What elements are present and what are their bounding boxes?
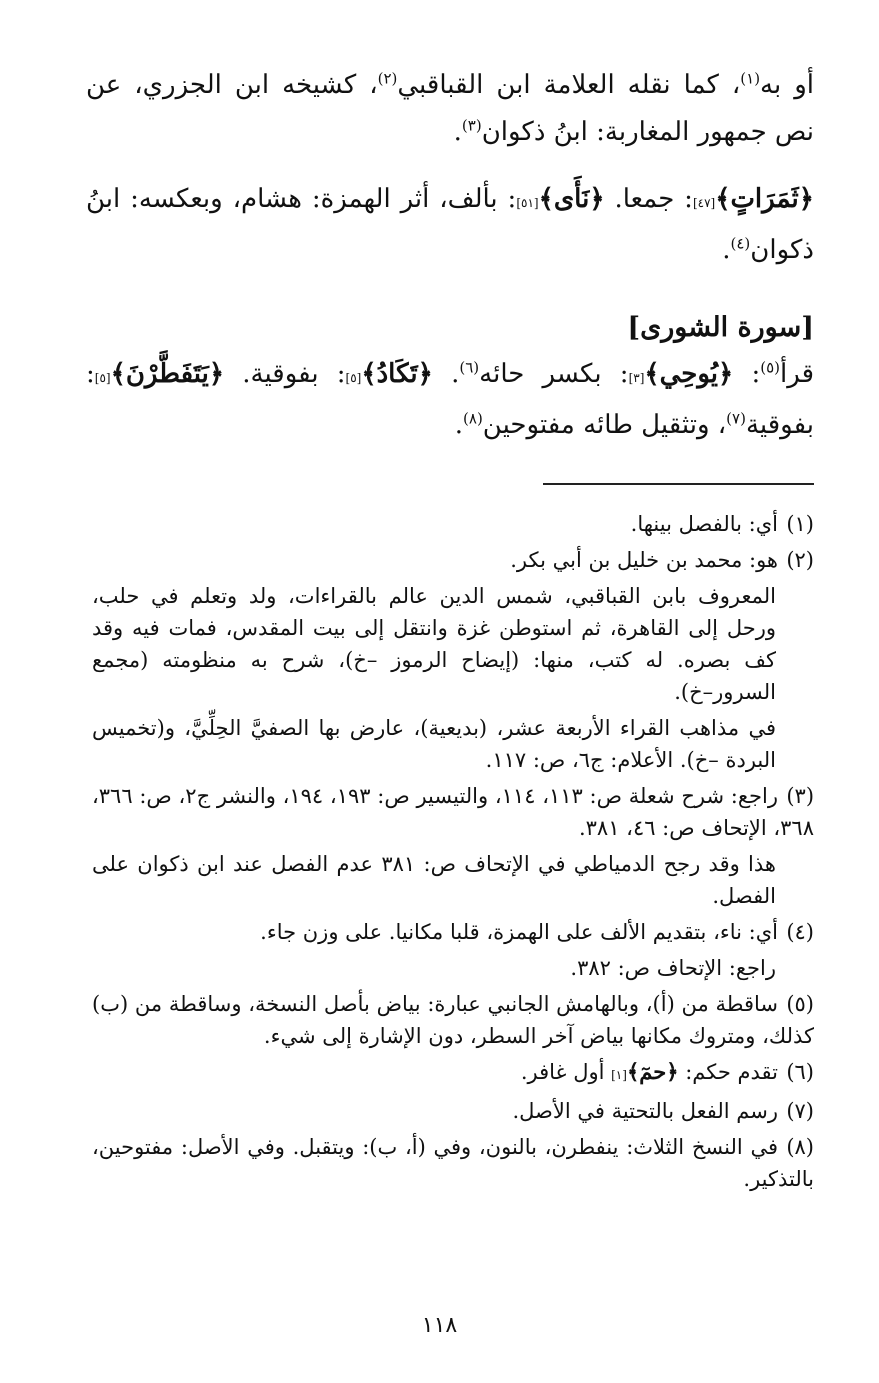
footnote-number: (٤) bbox=[786, 920, 814, 944]
footnote-5 bbox=[92, 988, 814, 1052]
footnote-number: (١) bbox=[786, 512, 814, 536]
footnote-7 bbox=[92, 1095, 814, 1127]
paragraph-2 bbox=[86, 176, 814, 274]
footnote-ref[interactable]: (٤) bbox=[730, 234, 751, 253]
verse-ref: [٤٧] bbox=[692, 196, 716, 210]
footnote-number: (٥) bbox=[786, 992, 814, 1016]
footnote-divider bbox=[543, 483, 814, 485]
footnote-text: هو: محمد بن خليل بن أبي بكر. bbox=[510, 548, 778, 572]
text: : بفوقية bbox=[86, 359, 814, 440]
footnote-2-continuation: المعروف بابن القباقبي، شمس الدين عالم بالقراءات، ولد وتعلم في حلب، ورحل إلى القاهرة، ثم استوطن غزة وانتقل إلى بيت المقدس، فمات فيه وقد كف بصره. له كتب، منها: (إيضاح الرموز –خ)، شرح به منظومته (مجمع السرور–خ). bbox=[92, 584, 776, 704]
footnote-text: في النسخ الثلاث: ينفطرن، بالنون، وفي (أ، ب): ويتقبل. وفي الأصل: مفتوحين، بالتذكير. bbox=[92, 1135, 814, 1191]
footnote-8 bbox=[92, 1131, 814, 1195]
text: . bbox=[432, 359, 460, 389]
footnote-6 bbox=[92, 1056, 814, 1091]
text: قرأ bbox=[780, 359, 815, 389]
footnote-text: رسم الفعل بالتحتية في الأصل. bbox=[512, 1099, 778, 1123]
text: . bbox=[722, 235, 731, 265]
footnote-ref[interactable]: (٦) bbox=[459, 358, 480, 377]
footnote-2-continuation: في مذاهب القراء الأربعة عشر، (بديعية)، عارض بها الصفيَّ الحِلِّيَّ، و(تخميس البردة –خ). الأعلام: ج٦، ص: ١١٧. bbox=[92, 716, 776, 772]
footnote-ref[interactable]: (٣) bbox=[461, 116, 482, 135]
footnote-number: (٨) bbox=[786, 1135, 814, 1159]
footnote-4 bbox=[92, 916, 814, 948]
text: : بكسر حائه bbox=[479, 359, 629, 389]
footnote-ref[interactable]: (٥) bbox=[760, 358, 781, 377]
text: أو به bbox=[760, 70, 814, 100]
footnote-3-continuation: هذا وقد رجح الدمياطي في الإتحاف ص: ٣٨١ عدم الفصل عند ابن ذكوان على الفصل. bbox=[92, 852, 776, 908]
quran-word: ﴿يَتَفَطَّرْنَ﴾ bbox=[110, 359, 225, 389]
footnote-ref[interactable]: (٧) bbox=[726, 409, 746, 428]
verse-ref: [١] bbox=[611, 1068, 627, 1082]
footnote-number: (٧) bbox=[786, 1099, 814, 1123]
footnote-ref[interactable]: (٢) bbox=[377, 69, 398, 88]
verse-ref: [٥] bbox=[94, 371, 111, 385]
verse-ref: [٥١] bbox=[516, 196, 539, 210]
footnote-text: ساقطة من (أ)، وبالهامش الجانبي عبارة: بياض بأصل النسخة، وساقطة من (ب) كذلك، ومتروك مكانها بياض آخر السطر، دون الإشارة إلى شيء. bbox=[92, 992, 814, 1048]
text: . bbox=[453, 117, 462, 147]
paragraph-3 bbox=[86, 351, 814, 449]
text: : بفوقية. bbox=[224, 359, 346, 389]
paragraph-1 bbox=[86, 62, 814, 156]
footnote-ref[interactable]: (٨) bbox=[463, 409, 483, 428]
quran-word: ﴿يُوحِي﴾ bbox=[644, 359, 734, 389]
footnote-1 bbox=[92, 508, 814, 540]
footnote-text: تقدم حكم: bbox=[678, 1060, 778, 1084]
footnote-number: (٢) bbox=[786, 548, 814, 572]
text: . bbox=[454, 410, 464, 440]
footnote-number: (٦) bbox=[786, 1060, 814, 1084]
verse-ref: [٣] bbox=[628, 371, 645, 385]
footnote-text: أي: ناء، بتقديم الألف على الهمزة، قلبا مكانيا. على وزن جاء. bbox=[260, 920, 778, 944]
quran-word: ﴿حمٓ﴾ bbox=[626, 1059, 679, 1084]
main-text bbox=[86, 62, 814, 449]
text: ، كما نقله العلامة ابن القباقبي bbox=[397, 70, 741, 100]
text: ، كشيخه ابن الجزري، عن نص جمهور المغاربة: ابنُ ذكوان bbox=[86, 70, 814, 147]
footnote-text: راجع: شرح شعلة ص: ١١٣، ١١٤، والتيسير ص: ١٩٣، ١٩٤، والنشر ج٢، ص: ٣٦٦، ٣٦٨، الإتحاف ص: ٤٦، ٣٨١. bbox=[92, 784, 814, 840]
text: : bbox=[733, 359, 761, 389]
footnote-text: أول غافر. bbox=[520, 1060, 612, 1084]
footnote-ref[interactable]: (١) bbox=[740, 69, 761, 88]
footnote-number: (٣) bbox=[786, 784, 815, 808]
text: ، وتثقيل طائه مفتوحين bbox=[482, 410, 727, 440]
text: : جمعا. bbox=[604, 184, 693, 214]
footnote-3 bbox=[92, 780, 814, 844]
footnote-text: أي: بالفصل بينها. bbox=[630, 512, 778, 536]
page-number: ١١٨ bbox=[421, 1313, 458, 1338]
quran-word: ﴿نَأَى﴾ bbox=[538, 184, 605, 214]
quran-word: ﴿تَكَادُ﴾ bbox=[361, 359, 433, 389]
sura-heading: [سورة الشورى] bbox=[627, 312, 814, 343]
footnotes bbox=[92, 508, 814, 1199]
text: : بألف، أثر الهمزة: هشام، وبعكسه: ابنُ ذكوان bbox=[86, 184, 814, 265]
footnote-4-continuation: راجع: الإتحاف ص: ٣٨٢. bbox=[570, 956, 776, 980]
quran-word: ﴿ثَمَرَاتٍ﴾ bbox=[715, 184, 814, 214]
footnote-2 bbox=[92, 544, 814, 576]
verse-ref: [٥] bbox=[345, 371, 362, 385]
